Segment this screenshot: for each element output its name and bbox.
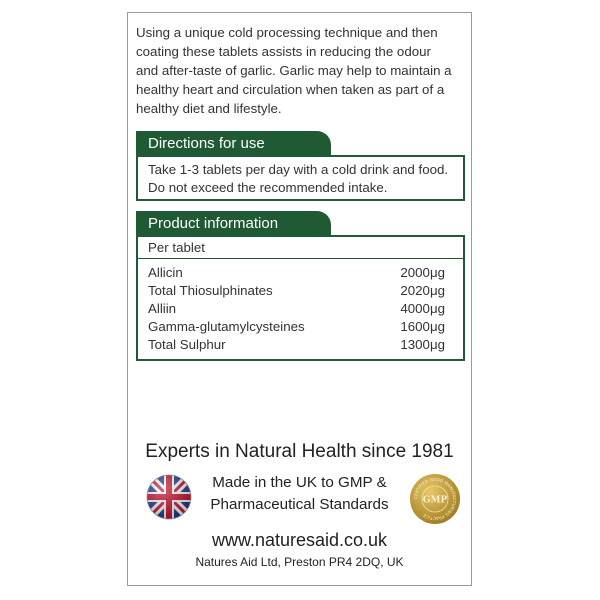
badge-ring-text: CERTIFIED GOOD MANUFACTURING PRACTICE: [412, 476, 458, 522]
product-label-card: [127, 12, 472, 586]
tagline: Experts in Natural Health since 1981: [145, 441, 454, 462]
product-info-box: [136, 235, 465, 361]
made-in-line: Pharmaceutical Standards: [210, 496, 389, 513]
per-tablet-header: Per tablet: [138, 237, 463, 259]
website-link[interactable]: www.naturesaid.co.uk: [211, 530, 388, 550]
intro-line: Using a unique cold processing technique and then: [136, 25, 438, 40]
table-row: [138, 318, 463, 336]
intro-line: coating these tablets assists in reducing the odour: [136, 44, 431, 59]
nutrient-amount: 4000μg: [400, 301, 445, 316]
directions-box: [136, 155, 465, 201]
nutrient-table: [138, 264, 463, 354]
table-row: [138, 300, 463, 318]
nutrient-name: Total Sulphur: [148, 337, 226, 352]
nutrient-name: Total Thiosulphinates: [148, 283, 273, 298]
company-address: Natures Aid Ltd, Preston PR4 2DQ, UK: [195, 555, 404, 569]
badge-text: GMP: [422, 495, 448, 506]
directions-line: Take 1-3 tablets per day with a cold drink and food.: [148, 162, 449, 177]
intro-line: and after-taste of garlic. Garlic may help to maintain a: [136, 63, 452, 78]
gmp-certified-badge-icon: [409, 473, 461, 525]
intro-line: healthy heart and circulation when taken as part of a: [136, 82, 445, 97]
nutrient-amount: 1300μg: [400, 337, 445, 352]
nutrient-name: Gamma-glutamylcysteines: [148, 319, 305, 334]
product-info-title: Product information: [136, 211, 331, 237]
nutrient-name: Allicin: [148, 265, 183, 280]
directions-text: [148, 161, 453, 197]
directions-title: Directions for use: [136, 131, 331, 157]
directions-line: Do not exceed the recommended intake.: [148, 180, 388, 195]
table-row: [138, 336, 463, 354]
nutrient-name: Alliin: [148, 301, 177, 316]
table-row: [138, 282, 463, 300]
nutrient-amount: 1600μg: [400, 319, 445, 334]
table-row: [138, 264, 463, 282]
intro-line: healthy diet and lifestyle.: [136, 101, 282, 116]
nutrient-amount: 2000μg: [400, 265, 445, 280]
intro-text: [136, 23, 468, 118]
made-in-line: Made in the UK to GMP &: [212, 474, 387, 491]
nutrient-amount: 2020μg: [400, 283, 445, 298]
